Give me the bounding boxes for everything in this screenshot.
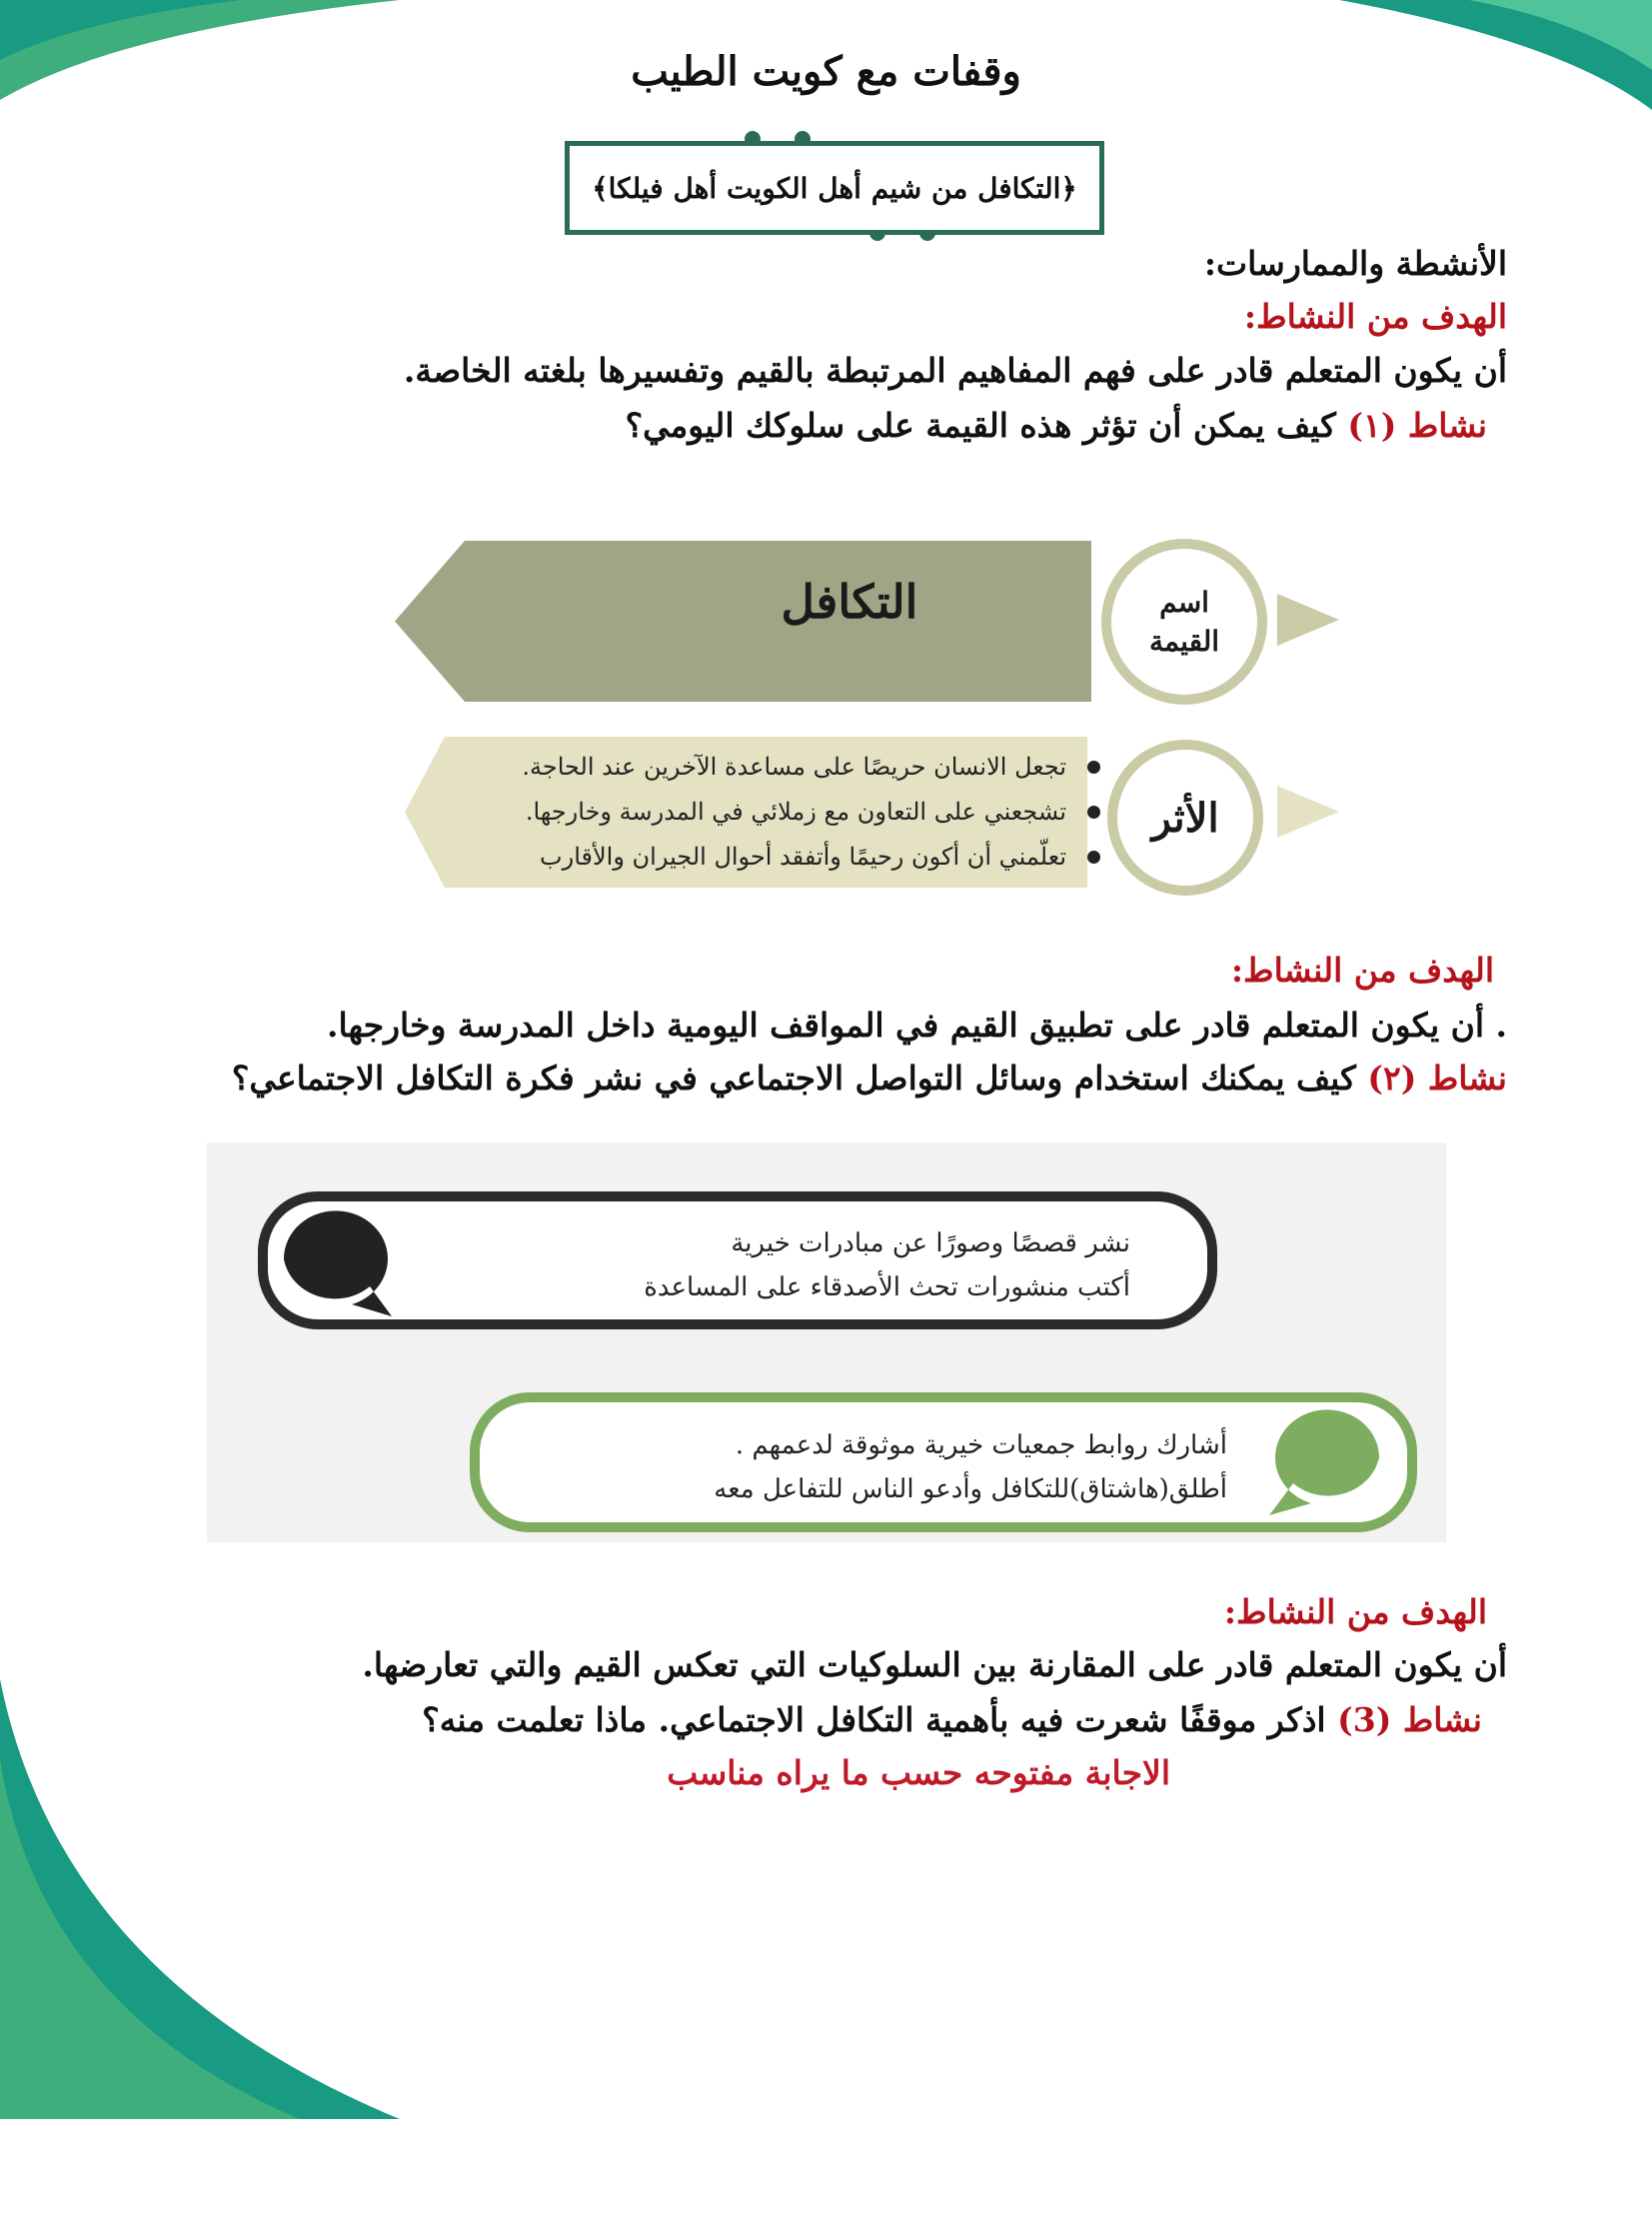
effect-pointer-icon xyxy=(1277,786,1339,838)
effect-label-circle xyxy=(1107,740,1263,896)
value-label-circle xyxy=(1101,539,1267,705)
effect-item: تشجعني على التعاون مع زملائي في المدرسة وخارجها. xyxy=(461,790,1100,835)
page-title: وقفات مع كويت الطيب xyxy=(631,48,1021,95)
section-heading: الأنشطة والممارسات: xyxy=(1203,244,1507,283)
verse-banner xyxy=(565,141,1104,235)
activity2 xyxy=(232,1058,1507,1101)
idea-box-1-line: نشر قصصًا وصورًا عن مبادرات خيرية xyxy=(731,1228,1130,1258)
effects-list xyxy=(461,745,1100,880)
goal2-text: . أن يكون المتعلم قادر على تطبيق القيم في المواقف اليومية داخل المدرسة وخارجها. xyxy=(326,1006,1507,1045)
activity2-question: كيف يمكنك استخدام وسائل التواصل الاجتماعي في نشر فكرة التكافل الاجتماعي؟ xyxy=(231,1059,1356,1098)
goal1-text: أن يكون المتعلم قادر على فهم المفاهيم المرتبطة بالقيم وتفسيرها بلغته الخاصة. xyxy=(403,351,1507,390)
goal3-text: أن يكون المتعلم قادر على المقارنة بين السلوكيات التي تعكس القيم والتي تعارضها. xyxy=(362,1645,1507,1684)
value-name: التكافل xyxy=(781,575,918,629)
activity3-question: اذكر موقفًا شعرت فيه بأهمية التكافل الاجتماعي. ماذا تعلمت منه؟ xyxy=(422,1700,1326,1739)
activity3 xyxy=(422,1699,1482,1742)
value-pointer-icon xyxy=(1277,594,1339,646)
goal2-label: الهدف من النشاط: xyxy=(1230,951,1494,990)
speech-bubble-dark-icon xyxy=(272,1204,412,1322)
activity2-label: نشاط (٢) xyxy=(1367,1059,1507,1098)
verse-banner-text: ﴿التكافل من شيم أهل الكويت أهل فيلكا﴾ xyxy=(592,171,1077,205)
effect-item: تجعل الانسان حريصًا على مساعدة الآخرين عند الحاجة. xyxy=(461,745,1100,790)
activity3-label: نشاط (3) xyxy=(1337,1700,1482,1739)
value-label: اسم القيمة xyxy=(1148,585,1220,658)
idea-box-2-line: أطلق(هاشتاق)للتكافل وأدعو الناس للتفاعل معه xyxy=(714,1474,1227,1504)
answer-note: الاجابة مفتوحه حسب ما يراه مناسب xyxy=(667,1753,1170,1792)
speech-bubble-green-icon xyxy=(1251,1399,1391,1521)
idea-box-2-line: أشارك روابط جمعيات خيرية موثوقة لدعمهم . xyxy=(735,1430,1227,1460)
activity1-label: نشاط (١) xyxy=(1347,406,1487,445)
effect-label: الأثر xyxy=(1151,794,1219,842)
activity1-question: كيف يمكن أن تؤثر هذه القيمة على سلوكك اليومي؟ xyxy=(625,406,1336,445)
activity1 xyxy=(626,405,1487,448)
goal1-label: الهدف من النشاط: xyxy=(1243,297,1507,336)
effect-item: تعلّمني أن أكون رحيمًا وأتفقد أحوال الجيران والأقارب xyxy=(461,835,1100,880)
goal3-label: الهدف من النشاط: xyxy=(1223,1592,1487,1631)
idea-box-1-line: أكتب منشورات تحث الأصدقاء على المساعدة xyxy=(644,1272,1130,1302)
